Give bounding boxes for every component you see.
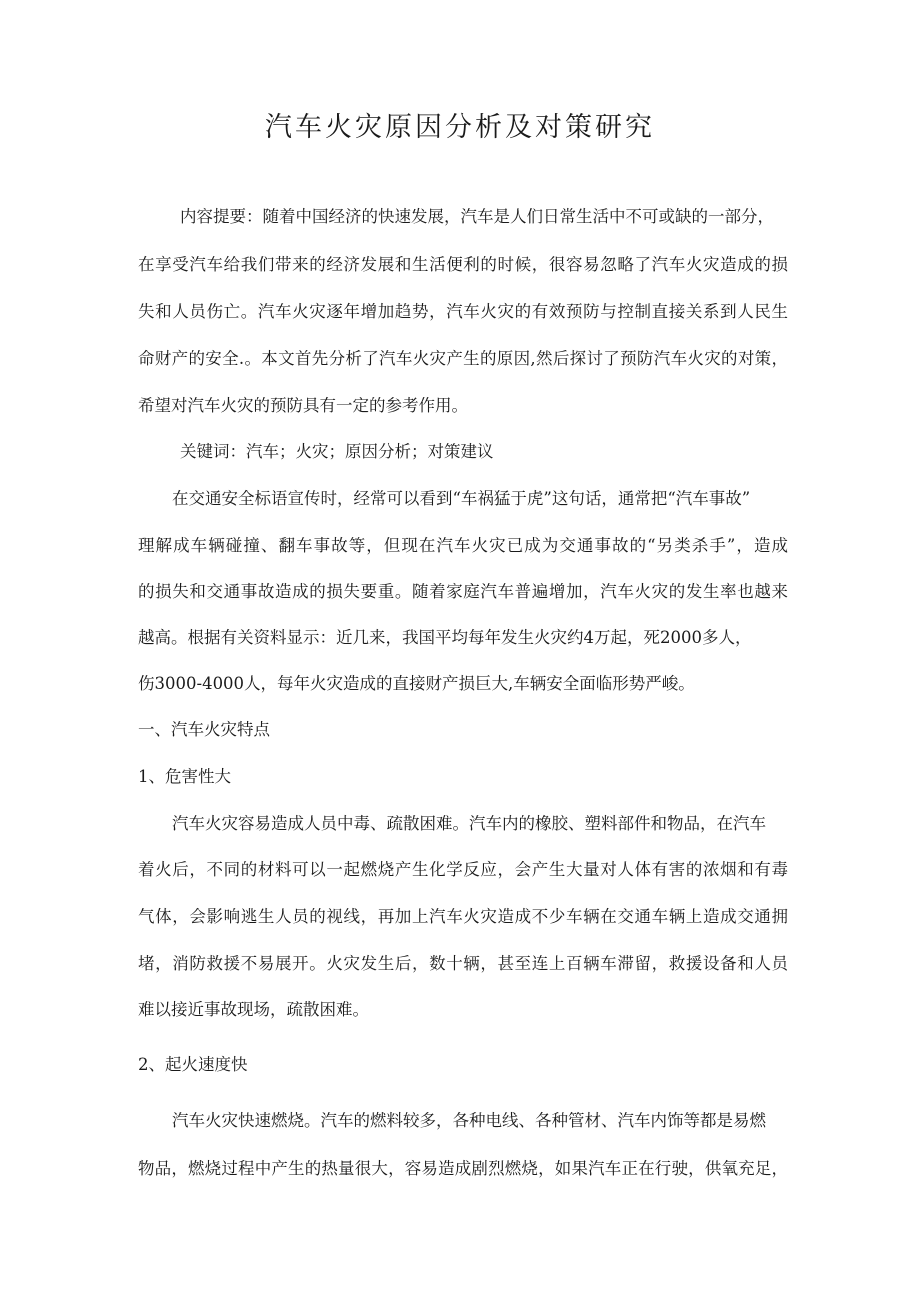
abstract-line: 希望对汽车火灾的预防具有一定的参考作用。 <box>138 396 468 415</box>
intro-line: 在交通安全标语宣传时，经常可以看到“车祸猛于虎”这句话，通常把“汽车事故” <box>172 489 751 508</box>
body-line: 物品，燃烧过程中产生的热量很大，容易造成剧烈燃烧，如果汽车正在行驶，供氧充足， <box>138 1159 788 1178</box>
abstract-line: 在享受汽车给我们带来的经济发展和生活便利的时候，很容易忽略了汽车火灾造成的损 <box>138 255 788 274</box>
abstract-line: 命财产的安全.。本文首先分析了汽车火灾产生的原因,然后探讨了预防汽车火灾的对策， <box>138 349 788 368</box>
section-heading: 一、汽车火灾特点 <box>138 720 270 739</box>
body-line: 气体，会影响逃生人员的视线，再加上汽车火灾造成不少车辆在交通车辆上造成交通拥 <box>138 907 788 926</box>
body-line: 汽车火灾容易造成人员中毒、疏散困难。汽车内的橡胶、塑料部件和物品，在汽车 <box>172 814 766 833</box>
subsection-heading: 2、起火速度快 <box>138 1055 248 1074</box>
intro-line: 越高。根据有关资料显示：近几来，我国平均每年发生火灾约4万起，死2000多人， <box>138 628 752 647</box>
abstract-line: 内容提要：随着中国经济的快速发展，汽车是人们日常生活中不可或缺的一部分， <box>180 207 774 226</box>
body-line: 难以接近事故现场，疏散困难。 <box>138 1000 369 1019</box>
abstract-line: 失和人员伤亡。汽车火灾逐年增加趋势，汽车火灾的有效预防与控制直接关系到人民生 <box>138 302 788 321</box>
subsection-heading: 1、危害性大 <box>138 767 231 786</box>
keywords-line: 关键词：汽车；火灾；原因分析；对策建议 <box>180 442 494 461</box>
body-line: 堵，消防救援不易展开。火灾发生后，数十辆，甚至连上百辆车滞留，救援设备和人员 <box>138 954 788 973</box>
intro-line: 伤3000-4000人，每年火灾造成的直接财产损巨大,车辆安全面临形势严峻。 <box>138 674 695 693</box>
intro-line: 理解成车辆碰撞、翻车事故等，但现在汽车火灾已成为交通事故的“另类杀手”，造成 <box>138 536 788 555</box>
document-title: 汽车火灾原因分析及对策研究 <box>265 112 655 143</box>
body-line: 着火后，不同的材料可以一起燃烧产生化学反应，会产生大量对人体有害的浓烟和有毒 <box>138 860 788 879</box>
intro-line: 的损失和交通事故造成的损失要重。随着家庭汽车普遍增加，汽车火灾的发生率也越来 <box>138 582 788 601</box>
body-line: 汽车火灾快速燃烧。汽车的燃料较多，各种电线、各种管材、汽车内饰等都是易燃 <box>172 1111 766 1130</box>
